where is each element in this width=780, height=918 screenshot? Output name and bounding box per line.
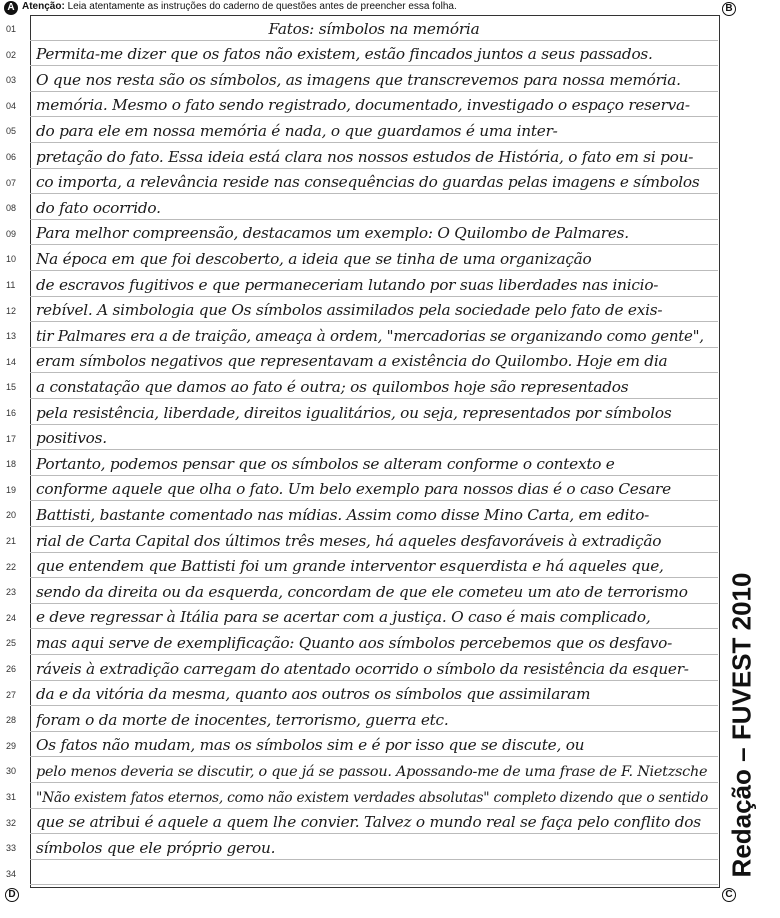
line-number: 03	[6, 75, 17, 86]
essay-line	[30, 425, 718, 451]
line-number: 02	[6, 49, 17, 60]
line-number: 13	[6, 331, 17, 342]
essay-line-text: do para ele em nossa memória é nada, o que guardamos é uma inter-	[36, 121, 558, 140]
line-number: 30	[6, 766, 17, 777]
essay-line-text: Battisti, bastante comentado nas mídias. Assim como disse Mino Carta, em edito-	[36, 505, 650, 524]
instruction-header	[22, 1, 457, 12]
essay-line-text: positivos.	[36, 429, 107, 448]
line-number: 27	[6, 689, 17, 700]
essay-line-text: do fato ocorrido.	[36, 198, 161, 217]
line-number: 21	[6, 536, 17, 546]
essay-line-text: Permita-me dizer que os fatos não existem, estão fincados juntos a seus passados.	[36, 45, 653, 64]
essay-line-text: conforme aquele que olha o fato. Um belo exemplo para nossos dias é o caso Cesare	[36, 480, 671, 499]
essay-line-text: co importa, a relevância reside nas consequências do guardas pelas imagens e símbolos	[36, 173, 700, 192]
line-number: 04	[6, 100, 17, 111]
essay-line	[30, 348, 718, 374]
line-number: 05	[6, 126, 17, 137]
essay-line-text: que se atribui é aquele a quem lhe convier. Talvez o mundo real se faça pelo conflito dos	[36, 813, 701, 832]
essay-line	[30, 41, 718, 67]
essay-line	[30, 271, 718, 297]
essay-line	[30, 860, 718, 886]
line-number: 01	[6, 24, 17, 34]
essay-line	[30, 322, 718, 348]
line-number: 09	[6, 228, 17, 239]
line-number: 33	[6, 843, 17, 854]
essay-line	[30, 783, 718, 809]
essay-line-text: rebível. A simbologia que Os símbolos assimilados pela sociedade pelo fato de exis-	[36, 301, 663, 320]
instruction-text: Leia atentamente as instruções do caderno de questões antes de preencher essa folha.	[67, 1, 457, 12]
line-number: 24	[6, 612, 17, 623]
essay-line	[30, 757, 718, 783]
line-number: 25	[6, 638, 17, 649]
essay-title: Fatos: símbolos na memória	[268, 19, 480, 38]
line-number: 14	[6, 356, 17, 367]
line-number: 07	[6, 177, 17, 188]
essay-line	[30, 578, 718, 604]
line-number: 22	[6, 561, 17, 572]
essay-line-text: eram símbolos negativos que representavam a existência do Quilombo. Hoje em dia	[36, 352, 668, 371]
line-number: 20	[6, 510, 17, 521]
instruction-label: Atenção:	[22, 1, 65, 12]
essay-line-text: Na época em que foi descoberto, a ideia que se tinha de uma organização	[36, 249, 592, 268]
essay-line-text: da e da vitória da mesma, quanto aos outros os símbolos que assimilaram	[36, 685, 591, 704]
essay-line-text: que entendem que Battisti foi um grande interventor esquerdista e há aqueles que,	[36, 557, 664, 576]
line-number: 28	[6, 715, 17, 726]
essay-line-text: "Não existem fatos eternos, como não existem verdades absolutas" completo dizendo que o sentido	[36, 789, 709, 806]
essay-line	[30, 834, 718, 860]
essay-line	[30, 732, 718, 758]
essay-line	[30, 706, 718, 732]
essay-line-text: rial de Carta Capital dos últimos três meses, há aqueles desfavoráveis à extradição	[36, 531, 662, 550]
line-number: 18	[6, 459, 17, 470]
essay-line-text: pela resistência, liberdade, direitos igualitários, ou seja, representados por símbolos	[36, 403, 672, 422]
corner-marker-a: A	[4, 1, 18, 15]
essay-line	[30, 220, 718, 246]
essay-line	[30, 143, 718, 169]
essay-line	[30, 681, 718, 707]
essay-line	[30, 194, 718, 220]
essay-line-text: e deve regressar à Itália para se acertar com a justiça. O caso é mais complicado,	[36, 608, 651, 627]
essay-line-text: a constatação que damos ao fato é outra; os quilombos hoje são representados	[36, 377, 629, 396]
line-number: 12	[6, 305, 17, 316]
essay-line-text: memória. Mesmo o fato sendo registrado, documentado, investigado o espaço reserva-	[36, 96, 690, 115]
essay-line-text: Portanto, podemos pensar que os símbolos se alteram conforme o contexto e	[36, 454, 615, 473]
line-number: 17	[6, 433, 17, 444]
essay-line-text: pretação do fato. Essa ideia está clara nos nossos estudos de História, o fato em si pou-	[36, 147, 694, 166]
essay-line	[30, 809, 718, 835]
essay-line	[30, 245, 718, 271]
corner-marker-d: D	[5, 888, 19, 902]
line-number: 26	[6, 664, 17, 674]
line-number: 23	[6, 587, 17, 598]
essay-line-text: foram o da morte de inocentes, terrorismo, guerra etc.	[36, 710, 449, 729]
side-label	[722, 560, 762, 890]
essay-line	[30, 450, 718, 476]
essay-line	[30, 373, 718, 399]
essay-line	[30, 604, 718, 630]
essay-line	[30, 169, 718, 195]
essay-line-text: de escravos fugitivos e que permaneceriam lutando por suas liberdades nas inicio-	[36, 275, 659, 294]
essay-line-text: mas aqui serve de exemplificação: Quanto aos símbolos percebemos que os desfavo-	[36, 633, 673, 652]
essay-line-text: O que nos resta são os símbolos, as imagens que transcrevemos para nossa memória.	[36, 70, 681, 89]
essay-line	[30, 15, 718, 41]
essay-line-text: ráveis à extradição carregam do atentado ocorrido o símbolo da resistência da esquer-	[36, 659, 689, 678]
essay-line-text: símbolos que ele próprio gerou.	[36, 838, 276, 857]
line-number: 32	[6, 817, 17, 828]
essay-line	[30, 117, 718, 143]
line-number: 15	[6, 382, 17, 393]
essay-line	[30, 476, 718, 502]
essay-line-text: sendo da direita ou da esquerda, concordam de que ele cometeu um ato de terrorismo	[36, 582, 688, 601]
corner-marker-c: C	[722, 888, 736, 902]
essay-line	[30, 399, 718, 425]
line-number: 34	[6, 868, 17, 879]
essay-line	[30, 92, 718, 118]
essay-line	[30, 553, 718, 579]
essay-line	[30, 297, 718, 323]
side-label-text: Redação – FUVEST 2010	[726, 572, 757, 878]
line-number: 08	[6, 203, 17, 214]
line-number: 19	[6, 484, 17, 495]
essay-line	[30, 527, 718, 553]
essay-line	[30, 66, 718, 92]
essay-line	[30, 501, 718, 527]
corner-marker-b: B	[722, 2, 736, 16]
line-number: 06	[6, 152, 17, 162]
essay-line-text: tir Palmares era a de traição, ameaça à ordem, "mercadorias se organizando como gente",	[36, 326, 704, 345]
line-number: 10	[6, 254, 17, 265]
essay-line-text: pelo menos deveria se discutir, o que já se passou. Apossando-me de uma frase de F. Nietzsche	[36, 763, 708, 780]
line-number: 11	[6, 280, 16, 290]
line-number: 31	[6, 792, 17, 802]
essay-line-text: Para melhor compreensão, destacamos um exemplo: O Quilombo de Palmares.	[36, 224, 629, 243]
essay-line	[30, 655, 718, 681]
line-number: 29	[6, 740, 17, 751]
essay-line	[30, 629, 718, 655]
essay-line-text: Os fatos não mudam, mas os símbolos sim e é por isso que se discute, ou	[36, 736, 585, 755]
line-number: 16	[6, 408, 17, 418]
